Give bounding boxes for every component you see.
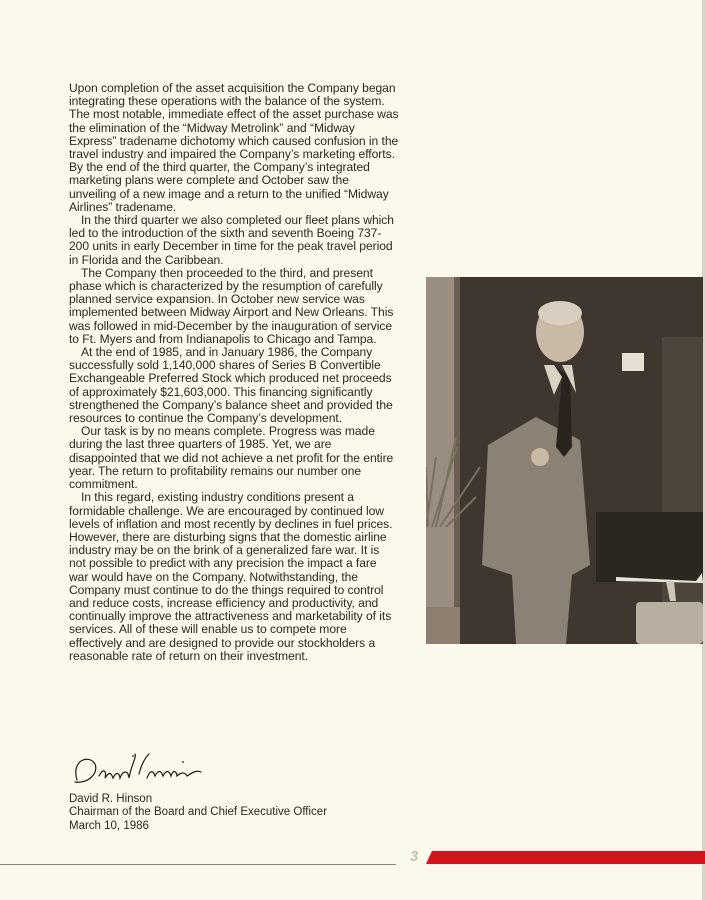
sofa <box>596 512 703 582</box>
paragraph: Our task is by no means complete. Progress was made during the last three quarters of 1985. Yet, we are disappointed that we did not achieve a net profit for the entire year. The return to profitability remains our number one commitment. <box>69 424 394 492</box>
paragraph: Upon completion of the asset acquisition the Company began integrating these operations with the balance of the system. The most notable, immediate effect of the asset purchase was the elimination of the “Midway Metrolink” and “Midway Express” tradename dichotomy which caused confusion in the travel industry and impaired the Company’s marketing efforts. By the end of the third quarter, the Company’s integrated marketing plans were complete and October saw the unveiling of a new image and a return to the unified “Midway Airlines” tradename. <box>69 81 399 214</box>
executive-photo <box>426 277 703 644</box>
letter-body <box>69 82 399 663</box>
handwritten-signature <box>69 750 249 790</box>
planter <box>426 607 460 644</box>
red-accent-bar <box>426 851 705 864</box>
hand <box>531 448 549 466</box>
signer-name: David R. Hinson <box>69 793 153 805</box>
wall-sign <box>622 353 644 371</box>
paragraph: In this regard, existing industry conditions present a formidable challenge. We are encouraged by continued low levels of inflation and most recently by declines in fuel prices. However, there are disturbing signs that the domestic airline industry may be on the brink of a generalized fare war. It is not possible to predict with any precision the impact a fare war would have on the Company. Notwithstanding, the Company must continue to do the things required to control and reduce costs, increase efficiency and productivity, and continually improve the attractiveness and marketability of its services. All of these will enable us to compete more effectively and are designed to provide our stockholders a reasonable rate of return on their investment. <box>69 490 393 663</box>
paragraph: At the end of 1985, and in January 1986, the Company successfully sold 1,140,000 shares of Series B Convertible Exchangeable Preferred Stock which produced net proceeds of approximately $21,603,000. This financing significantly strengthened the Company’s balance sheet and provided the resources to continue the Company’s development. <box>69 345 393 426</box>
paragraph: The Company then proceeded to the third, and present phase which is characterized by the resumption of carefully planned service expansion. In October new service was implemented between Midway Airport and New Orleans. This was followed in mid-December by the inauguration of service to Ft. Myers and from Indianapolis to Chicago and Tampa. <box>69 265 394 346</box>
letter-date: March 10, 1986 <box>69 819 149 832</box>
pedestal <box>636 602 703 644</box>
photo-illustration <box>426 277 703 644</box>
footer-rule <box>0 864 396 865</box>
page-number: 3 <box>410 848 419 865</box>
paragraph: In the third quarter we also completed our fleet plans which led to the introduction of the sixth and seventh Boeing 737-200 units in early December in time for the peak travel period in Florida and the Caribbean. <box>69 213 394 267</box>
signature-block <box>69 793 327 833</box>
signer-title: Chairman of the Board and Chief Executive Officer <box>69 806 328 819</box>
